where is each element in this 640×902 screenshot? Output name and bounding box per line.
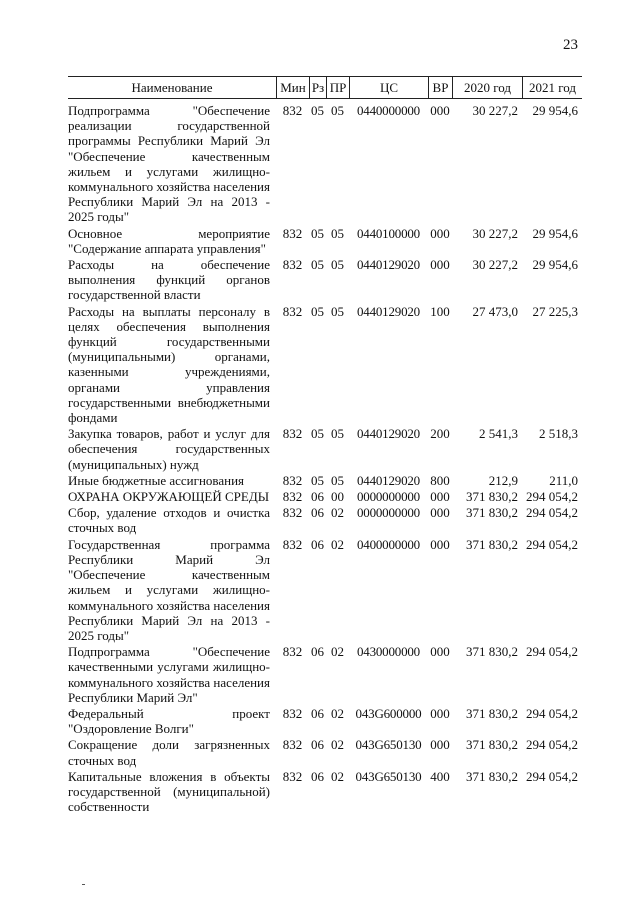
row-value-2021: 29 954,6 <box>532 225 578 241</box>
table-row <box>68 489 582 504</box>
row-pr: 05 <box>331 257 344 273</box>
header-2020: 2020 год <box>452 77 522 98</box>
row-rz: 06 <box>311 536 324 552</box>
row-vr: 400 <box>430 768 450 784</box>
row-rz: 05 <box>311 472 324 488</box>
page-number: 23 <box>563 37 578 53</box>
row-cs: 043G600000 <box>355 705 422 721</box>
row-vr: 100 <box>430 303 450 319</box>
row-cs: 043G650130 <box>355 768 422 784</box>
row-min: 832 <box>282 103 303 118</box>
table-row <box>68 644 582 705</box>
row-vr: 000 <box>430 644 450 660</box>
row-value-2021: 294 054,2 <box>526 644 578 660</box>
table-row <box>68 706 582 736</box>
row-value-2021: 27 225,3 <box>532 303 578 319</box>
row-value-2020: 212,9 <box>488 472 518 488</box>
scan-speck <box>82 884 85 885</box>
row-value-2020: 30 227,2 <box>472 103 518 118</box>
row-value-2020: 371 830,2 <box>466 768 518 784</box>
row-pr: 05 <box>331 426 344 442</box>
row-min: 832 <box>282 472 303 488</box>
row-cs: 0440100000 <box>356 225 420 241</box>
row-name: Основное мероприятие "Содержание аппарата управления" <box>68 225 270 256</box>
row-cs: 0440129020 <box>356 426 420 442</box>
row-name: Закупка товаров, работ и услуг для обеспечения государственных (муниципальных) нужд <box>68 426 270 472</box>
row-vr: 200 <box>430 426 450 442</box>
row-rz: 06 <box>311 505 324 521</box>
row-vr: 000 <box>430 103 450 118</box>
row-vr: 000 <box>430 489 450 505</box>
row-pr: 02 <box>331 644 344 660</box>
row-value-2021: 211,0 <box>549 472 578 488</box>
row-value-2021: 294 054,2 <box>526 505 578 521</box>
row-value-2021: 29 954,6 <box>532 257 578 273</box>
table-row <box>68 505 582 535</box>
row-min: 832 <box>282 303 303 319</box>
row-pr: 02 <box>331 737 344 753</box>
row-vr: 000 <box>430 505 450 521</box>
row-name: Сокращение доли загрязненных сточных вод <box>68 737 270 768</box>
row-min: 832 <box>282 737 303 753</box>
row-rz: 05 <box>311 426 324 442</box>
row-vr: 000 <box>430 536 450 552</box>
row-pr: 02 <box>331 536 344 552</box>
table-row <box>68 257 582 303</box>
row-vr: 000 <box>430 737 450 753</box>
row-value-2020: 371 830,2 <box>466 505 518 521</box>
row-name: Расходы на выплаты персоналу в целях обеспечения выполнения функций государственными (муниципальными) органами, казенными учреждениями, органами управления государственными внебюджетными фондами <box>68 303 270 426</box>
row-pr: 05 <box>331 472 344 488</box>
row-cs: 0440000000 <box>356 103 420 118</box>
row-name: Государственная программа Республики Марий Эл "Обеспечение качественным жильем и услугами жилищно-коммунального хозяйства населения Республики Марий Эл на 2013 - 2025 годы" <box>68 536 270 643</box>
row-rz: 06 <box>311 644 324 660</box>
row-value-2020: 371 830,2 <box>466 536 518 552</box>
row-value-2020: 2 541,3 <box>479 426 518 442</box>
row-name: Подпрограмма "Обеспечение реализации государственной программы Республики Марий Эл "Обеспечение качественным жильем и услугами жилищно-коммунального хозяйства населения Республики Марий Эл на 2013 - 2025 годы" <box>68 103 270 225</box>
row-pr: 00 <box>331 489 344 505</box>
row-min: 832 <box>282 768 303 784</box>
row-name: Капитальные вложения в объекты государственной (муниципальной) собственности <box>68 768 270 815</box>
table-row <box>68 304 582 426</box>
row-rz: 05 <box>311 225 324 241</box>
row-cs: 0440129020 <box>356 472 420 488</box>
row-value-2020: 371 830,2 <box>466 705 518 721</box>
row-min: 832 <box>282 505 303 521</box>
row-name: Сбор, удаление отходов и очистка сточных вод <box>68 505 270 536</box>
row-rz: 06 <box>311 489 324 505</box>
row-rz: 06 <box>311 768 324 784</box>
header-name: Наименование <box>131 79 213 95</box>
row-cs: 0000000000 <box>356 489 420 505</box>
row-value-2021: 2 518,3 <box>539 426 578 442</box>
table-row <box>68 473 582 488</box>
row-min: 832 <box>282 536 303 552</box>
row-cs: 0400000000 <box>356 536 420 552</box>
row-min: 832 <box>282 225 303 241</box>
header-cs: ЦС <box>349 77 428 98</box>
row-name: Иные бюджетные ассигнования <box>68 472 245 488</box>
row-vr: 000 <box>430 705 450 721</box>
header-vr: ВР <box>428 77 452 98</box>
row-vr: 000 <box>430 257 450 273</box>
table-body <box>68 103 582 815</box>
row-name: Подпрограмма "Обеспечение качественными услугами жилищно-коммунального хозяйства населения Республики Марий Эл" <box>68 644 270 705</box>
row-min: 832 <box>282 426 303 442</box>
row-value-2021: 294 054,2 <box>526 489 578 505</box>
row-pr: 05 <box>331 225 344 241</box>
row-name: Федеральный проект "Оздоровление Волги" <box>68 705 270 737</box>
table-row <box>68 426 582 472</box>
row-cs: 0440129020 <box>356 257 420 273</box>
row-value-2020: 371 830,2 <box>466 644 518 660</box>
table-header <box>68 76 582 99</box>
row-value-2021: 294 054,2 <box>526 536 578 552</box>
row-rz: 05 <box>311 103 324 118</box>
table-row <box>68 226 582 256</box>
row-name: ОХРАНА ОКРУЖАЮЩЕЙ СРЕДЫ <box>68 489 270 505</box>
table-row <box>68 103 582 225</box>
row-rz: 05 <box>311 303 324 319</box>
row-rz: 06 <box>311 737 324 753</box>
row-value-2021: 29 954,6 <box>532 103 578 118</box>
row-cs: 0000000000 <box>356 505 420 521</box>
row-rz: 06 <box>311 705 324 721</box>
row-value-2020: 27 473,0 <box>472 303 518 319</box>
row-min: 832 <box>282 489 303 505</box>
row-value-2020: 371 830,2 <box>466 737 518 753</box>
row-pr: 02 <box>331 705 344 721</box>
row-pr: 05 <box>331 103 344 118</box>
row-pr: 05 <box>331 303 344 319</box>
row-value-2020: 30 227,2 <box>472 257 518 273</box>
row-rz: 05 <box>311 257 324 273</box>
row-value-2020: 371 830,2 <box>466 489 518 505</box>
header-2021: 2021 год <box>522 77 582 98</box>
table-row <box>68 537 582 643</box>
row-vr: 800 <box>430 472 450 488</box>
row-value-2021: 294 054,2 <box>526 705 578 721</box>
row-cs: 0440129020 <box>356 303 420 319</box>
row-value-2021: 294 054,2 <box>526 768 578 784</box>
row-min: 832 <box>282 644 303 660</box>
header-pr: ПР <box>326 77 349 98</box>
row-min: 832 <box>282 705 303 721</box>
row-value-2020: 30 227,2 <box>472 225 518 241</box>
table-row <box>68 737 582 767</box>
row-vr: 000 <box>430 225 450 241</box>
table-row <box>68 769 582 815</box>
row-pr: 02 <box>331 505 344 521</box>
row-cs: 0430000000 <box>356 644 420 660</box>
header-min: Мин <box>276 77 309 98</box>
row-min: 832 <box>282 257 303 273</box>
row-name: Расходы на обеспечение выполнения функций органов государственной власти <box>68 257 270 303</box>
row-cs: 043G650130 <box>355 737 422 753</box>
header-rz: Рз <box>309 77 326 98</box>
row-value-2021: 294 054,2 <box>526 737 578 753</box>
row-pr: 02 <box>331 768 344 784</box>
